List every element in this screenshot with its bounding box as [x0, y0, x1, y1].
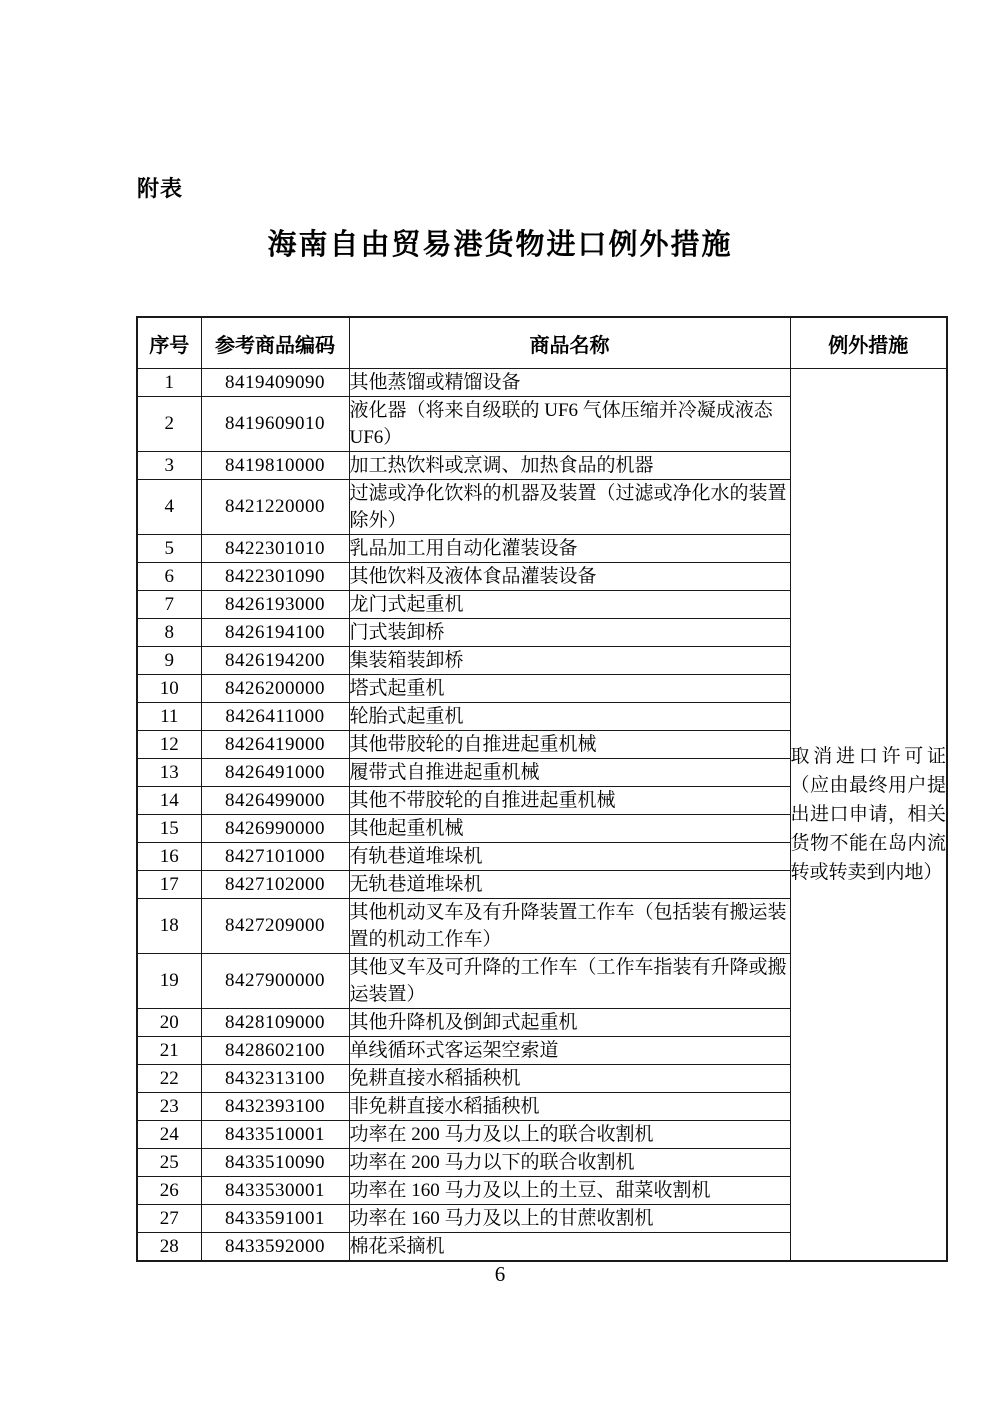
row-number-cell: 18	[137, 899, 201, 954]
commodity-name-cell: 其他升降机及倒卸式起重机	[349, 1009, 790, 1037]
import-exception-measures-table	[136, 316, 948, 1262]
commodity-name-cell: 集装箱装卸桥	[349, 647, 790, 675]
header-serial-number: 序号	[137, 317, 201, 369]
commodity-name-cell: 功率在 160 马力及以上的甘蔗收割机	[349, 1205, 790, 1233]
row-number-cell: 11	[137, 703, 201, 731]
row-number-cell: 19	[137, 954, 201, 1009]
commodity-code-cell: 8426491000	[201, 759, 349, 787]
row-number-cell: 22	[137, 1065, 201, 1093]
commodity-name-cell: 其他饮料及液体食品灌装设备	[349, 563, 790, 591]
row-number-cell: 20	[137, 1009, 201, 1037]
commodity-code-cell: 8426193000	[201, 591, 349, 619]
commodity-name-cell: 门式装卸桥	[349, 619, 790, 647]
commodity-name-cell: 无轨巷道堆垛机	[349, 871, 790, 899]
commodity-code-cell: 8427101000	[201, 843, 349, 871]
row-number-cell: 21	[137, 1037, 201, 1065]
commodity-code-cell: 8426990000	[201, 815, 349, 843]
commodity-code-cell: 8426194200	[201, 647, 349, 675]
row-number-cell: 3	[137, 452, 201, 480]
row-number-cell: 24	[137, 1121, 201, 1149]
commodity-code-cell: 8419609010	[201, 397, 349, 452]
row-number-cell: 2	[137, 397, 201, 452]
commodity-name-cell: 有轨巷道堆垛机	[349, 843, 790, 871]
commodity-name-cell: 功率在 200 马力及以上的联合收割机	[349, 1121, 790, 1149]
commodity-name-cell: 其他机动叉车及有升降装置工作车（包括装有搬运装置的机动工作车）	[349, 899, 790, 954]
document-title: 海南自由贸易港货物进口例外措施	[267, 229, 733, 261]
commodity-name-cell: 轮胎式起重机	[349, 703, 790, 731]
row-number-cell: 23	[137, 1093, 201, 1121]
commodity-code-cell: 8433510001	[201, 1121, 349, 1149]
commodity-code-cell: 8428602100	[201, 1037, 349, 1065]
commodity-code-cell: 8422301090	[201, 563, 349, 591]
table-row	[137, 369, 947, 397]
commodity-code-cell: 8432393100	[201, 1093, 349, 1121]
row-number-cell: 16	[137, 843, 201, 871]
commodity-name-cell: 液化器（将来自级联的 UF6 气体压缩并冷凝成液态 UF6）	[349, 397, 790, 452]
commodity-code-cell: 8426411000	[201, 703, 349, 731]
commodity-code-cell: 8433591001	[201, 1205, 349, 1233]
commodity-name-cell: 龙门式起重机	[349, 591, 790, 619]
commodity-name-cell: 其他不带胶轮的自推进起重机械	[349, 787, 790, 815]
commodity-code-cell: 8426499000	[201, 787, 349, 815]
row-number-cell: 14	[137, 787, 201, 815]
commodity-name-cell: 过滤或净化饮料的机器及装置（过滤或净化水的装置除外）	[349, 480, 790, 535]
commodity-name-cell: 塔式起重机	[349, 675, 790, 703]
commodity-name-cell: 单线循环式客运架空索道	[349, 1037, 790, 1065]
attachment-label: 附表	[137, 176, 184, 201]
commodity-code-cell: 8428109000	[201, 1009, 349, 1037]
commodity-code-cell: 8426200000	[201, 675, 349, 703]
commodity-code-cell: 8432313100	[201, 1065, 349, 1093]
commodity-name-cell: 加工热饮料或烹调、加热食品的机器	[349, 452, 790, 480]
commodity-code-cell: 8433510090	[201, 1149, 349, 1177]
row-number-cell: 5	[137, 535, 201, 563]
page-number: 6	[494, 1262, 506, 1286]
table-header-row	[137, 317, 947, 369]
row-number-cell: 9	[137, 647, 201, 675]
commodity-code-cell: 8426419000	[201, 731, 349, 759]
commodity-name-cell: 其他叉车及可升降的工作车（工作车指装有升降或搬运装置）	[349, 954, 790, 1009]
header-exception-measure: 例外措施	[790, 317, 947, 369]
row-number-cell: 10	[137, 675, 201, 703]
commodity-name-cell: 履带式自推进起重机械	[349, 759, 790, 787]
exception-measure-cell: 取消进口许可证（应由最终用户提出进口申请，相关货物不能在岛内流转或转卖到内地）	[790, 369, 947, 1262]
commodity-code-cell: 8422301010	[201, 535, 349, 563]
commodity-name-cell: 非免耕直接水稻插秧机	[349, 1093, 790, 1121]
row-number-cell: 13	[137, 759, 201, 787]
row-number-cell: 7	[137, 591, 201, 619]
commodity-code-cell: 8427900000	[201, 954, 349, 1009]
commodity-name-cell: 其他起重机械	[349, 815, 790, 843]
commodity-name-cell: 棉花采摘机	[349, 1233, 790, 1262]
row-number-cell: 25	[137, 1149, 201, 1177]
row-number-cell: 1	[137, 369, 201, 397]
commodity-code-cell: 8427209000	[201, 899, 349, 954]
commodity-code-cell: 8419409090	[201, 369, 349, 397]
row-number-cell: 28	[137, 1233, 201, 1262]
commodity-name-cell: 免耕直接水稻插秧机	[349, 1065, 790, 1093]
row-number-cell: 17	[137, 871, 201, 899]
row-number-cell: 6	[137, 563, 201, 591]
commodity-code-cell: 8433592000	[201, 1233, 349, 1262]
row-number-cell: 15	[137, 815, 201, 843]
commodity-name-cell: 其他蒸馏或精馏设备	[349, 369, 790, 397]
commodity-code-cell: 8419810000	[201, 452, 349, 480]
commodity-code-cell: 8433530001	[201, 1177, 349, 1205]
commodity-name-cell: 其他带胶轮的自推进起重机械	[349, 731, 790, 759]
commodity-code-cell: 8421220000	[201, 480, 349, 535]
header-commodity-name: 商品名称	[349, 317, 790, 369]
row-number-cell: 8	[137, 619, 201, 647]
commodity-code-cell: 8426194100	[201, 619, 349, 647]
commodity-name-cell: 功率在 200 马力以下的联合收割机	[349, 1149, 790, 1177]
row-number-cell: 4	[137, 480, 201, 535]
row-number-cell: 27	[137, 1205, 201, 1233]
commodity-name-cell: 乳品加工用自动化灌装设备	[349, 535, 790, 563]
row-number-cell: 26	[137, 1177, 201, 1205]
commodity-name-cell: 功率在 160 马力及以上的土豆、甜菜收割机	[349, 1177, 790, 1205]
commodity-code-cell: 8427102000	[201, 871, 349, 899]
row-number-cell: 12	[137, 731, 201, 759]
header-commodity-code: 参考商品编码	[201, 317, 349, 369]
